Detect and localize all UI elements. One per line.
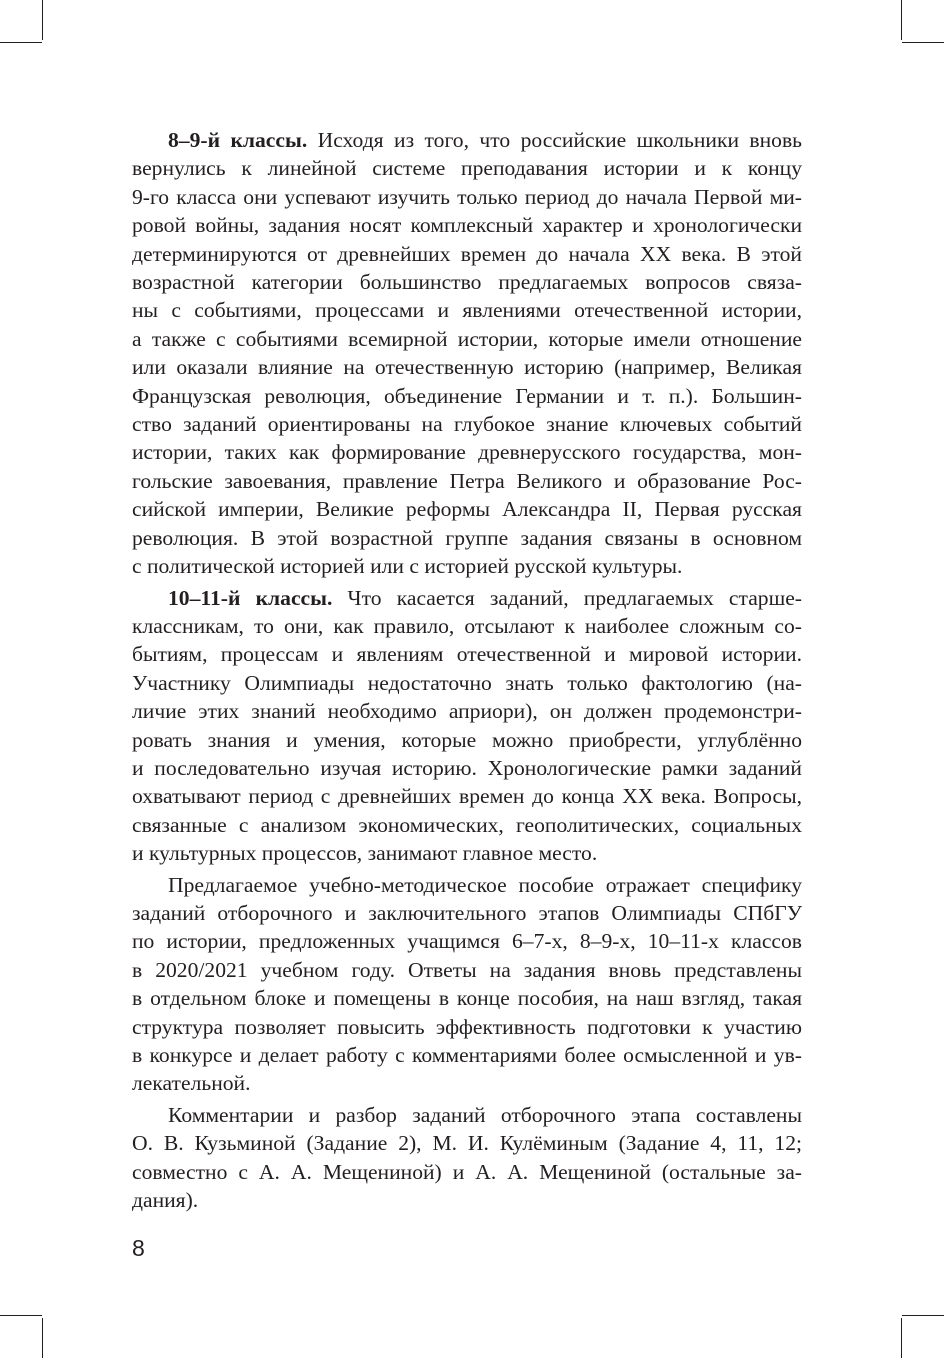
line-text: или оказали влияние на отечественную историю (например, Великая — [132, 355, 802, 380]
line-text: в конкурсе и делает работу с комментариями более осмысленной и ув- — [132, 1043, 802, 1067]
text-line — [132, 1129, 802, 1157]
text-line — [132, 126, 802, 154]
crop-mark-bottom-left — [42, 1318, 43, 1358]
page-number: 8 — [132, 1235, 145, 1261]
line-text: и последовательно изучая историю. Хронологические рамки заданий — [132, 755, 802, 780]
line-text: Участнику Олимпиады недостаточно знать только фактологию (на- — [132, 670, 802, 695]
text-line — [132, 1041, 802, 1069]
text-line — [132, 584, 802, 612]
line-text: заданий отборочного и заключительного этапов Олимпиады СПбГУ — [132, 900, 802, 925]
text-line — [132, 524, 802, 552]
crop-mark-top-right — [901, 0, 902, 40]
line-text: детерминируются от древнейших времен до начала XX века. В этой — [132, 241, 802, 266]
crop-mark-top-left-horizontal — [0, 42, 42, 43]
crop-mark-bottom-left-horizontal — [0, 1315, 42, 1316]
crop-mark-top-left — [42, 0, 43, 40]
line-text: возрастной категории большинство предлагаемых вопросов связа- — [132, 270, 802, 295]
text-line — [132, 899, 802, 927]
line-text: истории, таких как формирование древнерусского государства, мон- — [132, 440, 802, 465]
line-text: с политической историей или с историей русской культуры. — [132, 554, 683, 579]
line-text: 9-го класса они успевают изучить только период до начала Первой ми- — [132, 184, 802, 209]
line-text: революция. В этой возрастной группе задания связаны в основном — [132, 525, 802, 550]
text-line — [132, 325, 802, 353]
line-text: связанные с анализом экономических, геополитических, социальных — [132, 812, 802, 837]
text-line — [132, 782, 802, 810]
line-text: Исходя из того, что российские школьники вновь — [307, 128, 803, 152]
text-line — [132, 467, 802, 495]
paragraph — [132, 1101, 802, 1215]
line-text: охватывают период с древнейших времен до конца XX века. Вопросы, — [132, 784, 802, 809]
text-line — [132, 697, 802, 725]
line-text: гольские завоевания, правление Петра Великого и образование Рос- — [132, 468, 802, 493]
crop-mark-top-right-horizontal — [902, 42, 944, 43]
text-line — [132, 1013, 802, 1041]
paragraph — [132, 871, 802, 1098]
line-text: личие этих знаний необходимо априори), он должен продемонстри- — [132, 699, 802, 724]
line-text: ровать знания и умения, которые можно приобрести, углублённо — [132, 727, 802, 752]
line-text: вернулись к линейной системе преподавания истории и к концу — [132, 156, 802, 181]
text-line — [132, 154, 802, 182]
text-line — [132, 640, 802, 668]
body-text — [132, 126, 802, 1214]
line-text: О. В. Кузьминой (Задание 2), М. И. Кулёминым (Задание 4, 11, 12; — [132, 1131, 802, 1156]
line-text: ство заданий ориентированы на глубокое знание ключевых событий — [132, 412, 802, 437]
paragraph-heading: 10–11-й классы. — [168, 585, 333, 610]
paragraph — [132, 126, 802, 581]
line-text: дания). — [132, 1188, 199, 1213]
text-line — [132, 871, 802, 899]
crop-mark-bottom-right-horizontal — [902, 1315, 944, 1316]
line-text: классникам, то они, как правило, отсылают к наиболее сложным со- — [132, 613, 802, 638]
line-text: совместно с А. А. Мещениной) и А. А. Мещениной (остальные за- — [132, 1159, 802, 1184]
line-text: по истории, предложенных учащимся 6–7-х, 8–9-х, 10–11-х классов — [132, 929, 802, 954]
paragraph-heading: 8–9-й классы. — [168, 128, 308, 152]
text-line — [132, 495, 802, 523]
paragraph — [132, 584, 802, 868]
text-line — [132, 984, 802, 1012]
text-line — [132, 382, 802, 410]
text-line — [132, 353, 802, 381]
text-line — [132, 268, 802, 296]
line-text: лекательной. — [132, 1071, 251, 1096]
text-line — [132, 296, 802, 324]
line-text: структура позволяет повысить эффективность подготовки к участию — [132, 1014, 802, 1039]
text-line — [132, 438, 802, 466]
line-text: в отдельном блоке и помещены в конце пособия, на наш взгляд, такая — [132, 986, 802, 1011]
crop-mark-bottom-right — [901, 1318, 902, 1358]
text-line — [132, 927, 802, 955]
text-line — [132, 410, 802, 438]
text-line — [132, 1186, 802, 1214]
line-text: а также с событиями всемирной истории, которые имели отношение — [132, 326, 802, 351]
text-line — [132, 811, 802, 839]
text-line — [132, 240, 802, 268]
line-text: Французская революция, объединение Германии и т. п.). Большин- — [132, 383, 802, 408]
text-line — [132, 956, 802, 984]
line-text: ровой войны, задания носят комплексный характер и хронологически — [132, 213, 802, 238]
line-text: Предлагаемое учебно-методическое пособие отражает специфику — [168, 872, 802, 897]
text-line — [132, 839, 802, 867]
line-text: Комментарии и разбор заданий отборочного этапа составлены — [168, 1102, 802, 1127]
line-text: ны с событиями, процессами и явлениями отечественной истории, — [132, 298, 802, 323]
line-text: в 2020/2021 учебном году. Ответы на задания вновь представлены — [132, 957, 802, 982]
line-text: Что касается заданий, предлагаемых старше- — [332, 585, 802, 610]
text-line — [132, 1158, 802, 1186]
line-text: сийской империи, Великие реформы Александра II, Первая русская — [132, 497, 802, 522]
text-line — [132, 552, 802, 580]
text-line — [132, 1101, 802, 1129]
text-line — [132, 754, 802, 782]
line-text: и культурных процессов, занимают главное место. — [132, 841, 598, 866]
text-line — [132, 1069, 802, 1097]
text-line — [132, 183, 802, 211]
text-line — [132, 211, 802, 239]
text-line — [132, 726, 802, 754]
text-line — [132, 669, 802, 697]
text-line — [132, 612, 802, 640]
line-text: бытиям, процессам и явлениям отечественной и мировой истории. — [132, 642, 802, 667]
